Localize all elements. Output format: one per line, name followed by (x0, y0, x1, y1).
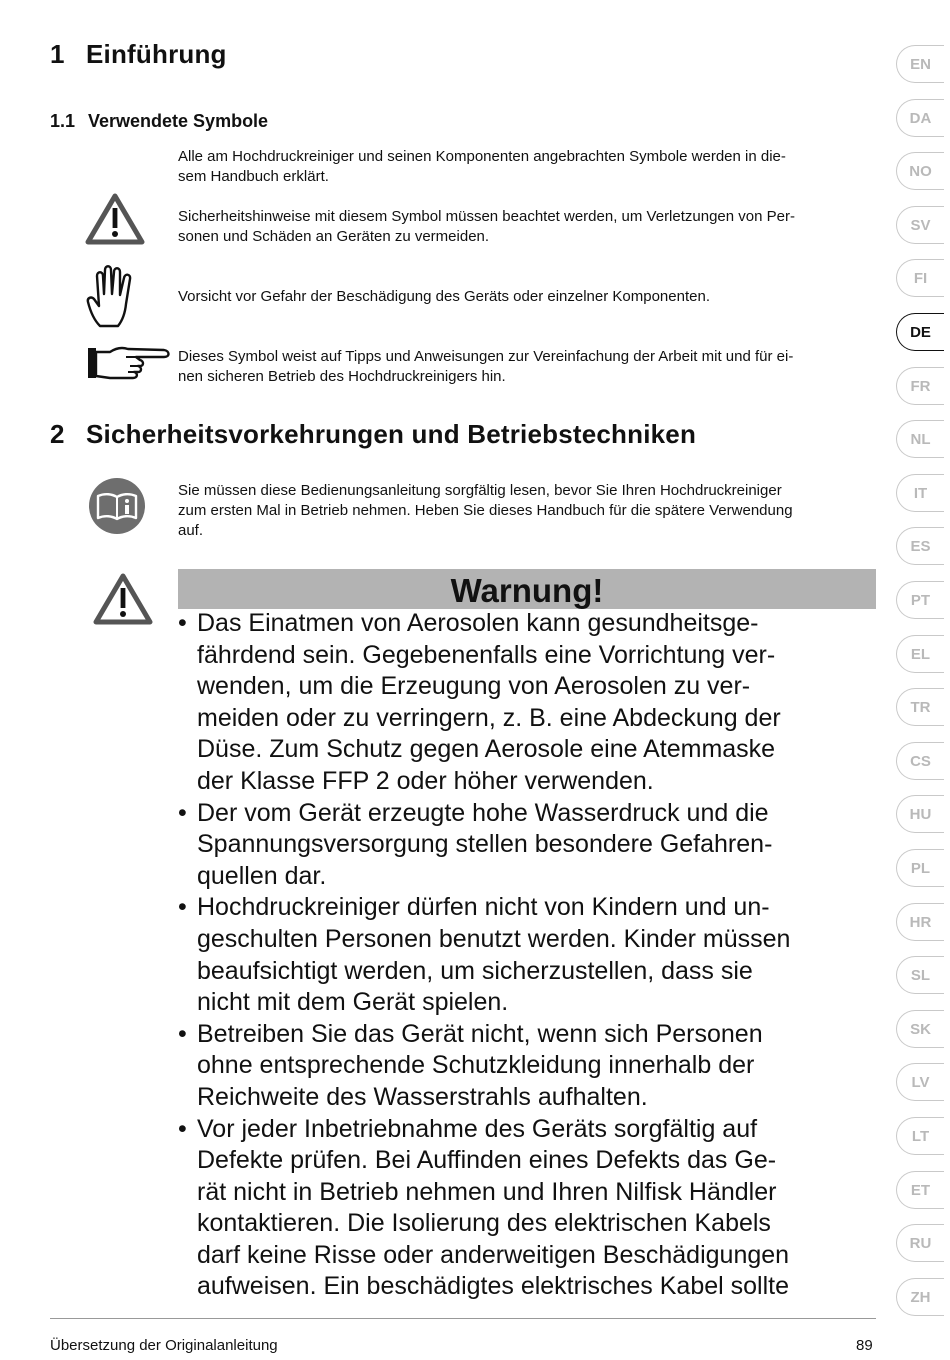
warning-triangle-icon (92, 572, 154, 631)
symbol-description (178, 287, 868, 307)
text-line: Vorsicht vor Gefahr der Beschädigung des Geräts oder einzelner Komponenten. (178, 288, 710, 305)
section-2-title: Sicherheitsvorkehrungen und Betriebstechniken (86, 419, 697, 449)
language-tab-ru[interactable]: RU (896, 1224, 944, 1262)
manual-notice (178, 481, 868, 541)
warning-triangle-icon (84, 192, 146, 251)
language-tab-hu[interactable]: HU (896, 795, 944, 833)
language-tab-it[interactable]: IT (896, 474, 944, 512)
language-tab-de[interactable]: DE (896, 313, 944, 351)
language-tab-no[interactable]: NO (896, 152, 944, 190)
text-line: darf keine Risse oder anderweitigen Beschädigungen (197, 1240, 790, 1269)
raised-hand-icon (86, 264, 142, 335)
language-tab-da[interactable]: DA (896, 99, 944, 137)
text-line: Alle am Hochdruckreiniger und seinen Komponenten angebrachten Symbole werden in die- (178, 148, 786, 165)
text-line: beaufsichtigt werden, um sicherzustellen, dass sie (197, 956, 753, 985)
language-tab-en[interactable]: EN (896, 45, 944, 83)
text-line: Sie müssen diese Bedienungsanleitung sorgfältig lesen, bevor Sie Ihren Hochdruckreiniger (178, 482, 782, 499)
text-line: • Vor jeder Inbetriebnahme des Geräts sorgfältig auf (197, 1114, 758, 1143)
language-tab-sl[interactable]: SL (896, 956, 944, 994)
text-line: geschulten Personen benutzt werden. Kinder müssen (197, 924, 791, 953)
text-line: • Betreiben Sie das Gerät nicht, wenn sich Personen (197, 1019, 763, 1048)
section-1-1-number: 1.1 (50, 111, 76, 131)
text-line: Sicherheitshinweise mit diesem Symbol müssen beachtet werden, um Verletzungen von Per- (178, 208, 795, 225)
footer-label: Übersetzung der Originalanleitung (50, 1337, 278, 1354)
text-line: wenden, um die Erzeugung von Aerosolen zu ver- (197, 672, 751, 701)
language-tab-cs[interactable]: CS (896, 742, 944, 780)
language-tab-pl[interactable]: PL (896, 849, 944, 887)
warning-title-bar: Warnung! (178, 569, 876, 609)
text-line: ohne entsprechende Schutzkleidung innerhalb der (197, 1051, 755, 1080)
text-line: sonen und Schäden an Geräten zu vermeiden. (178, 228, 490, 245)
language-tab-fi[interactable]: FI (896, 259, 944, 297)
language-tab-et[interactable]: ET (896, 1171, 944, 1209)
symbols-intro (178, 147, 868, 187)
language-tab-el[interactable]: EL (896, 635, 944, 673)
text-line: kontaktieren. Die Isolierung des elektrischen Kabels (197, 1209, 771, 1238)
text-line: Düse. Zum Schutz gegen Aerosole eine Atemmaske (197, 735, 776, 764)
symbol-description (178, 207, 868, 247)
list-item (178, 1114, 878, 1304)
text-line: zum ersten Mal in Betrieb nehmen. Heben Sie dieses Handbuch für die spätere Verwendung (178, 502, 793, 519)
language-tab-lt[interactable]: LT (896, 1117, 944, 1155)
text-line: rät nicht in Betrieb nehmen und Ihren Nilfisk Händler (197, 1177, 777, 1206)
section-2-number: 2 (50, 419, 65, 449)
text-line: aufweisen. Ein beschädigtes elektrisches Kabel sollte (197, 1272, 790, 1301)
list-item (178, 798, 878, 893)
language-tab-es[interactable]: ES (896, 527, 944, 565)
text-line: quellen dar. (197, 861, 327, 890)
list-item (178, 608, 878, 798)
language-tab-hr[interactable]: HR (896, 903, 944, 941)
text-line: auf. (178, 522, 204, 539)
language-tab-tr[interactable]: TR (896, 688, 944, 726)
section-1-heading (50, 39, 227, 70)
text-line: der Klasse FFP 2 oder höher verwenden. (197, 766, 654, 795)
text-line: Spannungsversorgung stellen besondere Gefahren- (197, 830, 773, 859)
warning-bullet-list (178, 608, 878, 1303)
section-2-heading (50, 419, 696, 450)
section-1-title: Einführung (86, 39, 227, 69)
language-tab-zh[interactable]: ZH (896, 1278, 944, 1316)
list-item (178, 1019, 878, 1114)
text-line: • Der vom Gerät erzeugte hohe Wasserdruck und die (197, 798, 769, 827)
text-line: Reichweite des Wasserstrahls aufhalten. (197, 1082, 648, 1111)
text-line: fährdend sein. Gegebenenfalls eine Vorrichtung ver- (197, 640, 776, 669)
text-line: nicht mit dem Gerät spielen. (197, 988, 509, 1017)
language-tab-sv[interactable]: SV (896, 206, 944, 244)
language-tab-nl[interactable]: NL (896, 420, 944, 458)
text-line: sem Handbuch erklärt. (178, 168, 329, 185)
section-1-number: 1 (50, 39, 65, 69)
section-1-1-title: Verwendete Symbole (88, 111, 269, 131)
text-line: • Hochdruckreiniger dürfen nicht von Kindern und un- (197, 893, 770, 922)
text-line: Defekte prüfen. Bei Auffinden eines Defekts das Ge- (197, 1146, 777, 1175)
page-number: 89 (856, 1337, 873, 1354)
text-line: meiden oder zu verringern, z. B. eine Abdeckung der (197, 703, 781, 732)
section-1-1-heading (50, 111, 268, 132)
language-tab-lv[interactable]: LV (896, 1063, 944, 1101)
text-line: Dieses Symbol weist auf Tipps und Anweisungen zur Vereinfachung der Arbeit mit und für ei- (178, 348, 794, 365)
text-line: nen sicheren Betrieb des Hochdruckreinigers hin. (178, 368, 506, 385)
language-tab-pt[interactable]: PT (896, 581, 944, 619)
pointing-hand-icon (86, 344, 170, 389)
text-line: • Das Einatmen von Aerosolen kann gesundheitsge- (197, 609, 759, 637)
list-item (178, 892, 878, 1018)
language-tab-fr[interactable]: FR (896, 367, 944, 405)
footer-divider (50, 1318, 876, 1319)
symbol-description (178, 347, 868, 387)
read-manual-icon (88, 477, 146, 540)
language-tab-sk[interactable]: SK (896, 1010, 944, 1048)
